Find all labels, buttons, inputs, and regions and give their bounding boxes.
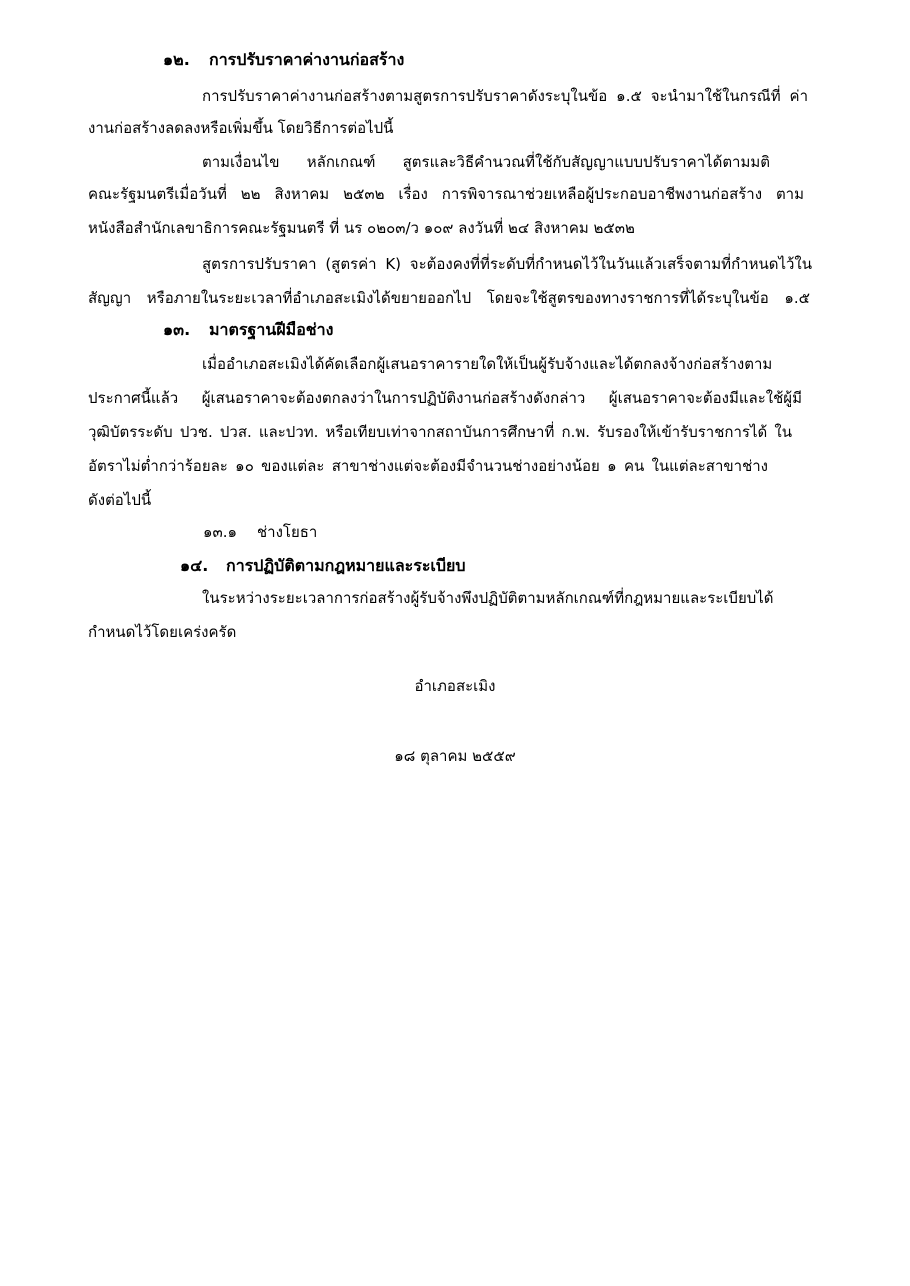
paragraph-line: งานก่อสร้างลดลงหรือเพิ่มขึ้น โดยวิธีการต่อไปนี้ — [88, 119, 394, 137]
signature-date: ๑๘ ตุลาคม ๒๕๕๙ — [394, 747, 516, 765]
paragraph-line: สูตรการปรับราคา (สูตรค่า K) จะต้องคงที่ที่ระดับที่กำหนดไว้ในวันแล้วเสร็จตามที่กำหนดไว้ใน — [202, 255, 812, 273]
section-12-number: ๑๒. — [163, 50, 190, 69]
section-12-title: การปรับราคาค่างานก่อสร้าง — [209, 50, 405, 69]
section-12-heading — [163, 50, 404, 70]
paragraph-line: วุฒิบัตรระดับ ปวช. ปวส. และปวท. หรือเทียบเท่าจากสถาบันการศึกษาที่ ก.พ. รับรองให้เข้ารับราชการได้ ใน — [88, 423, 792, 441]
sub-item-number: ๑๓.๑ — [203, 523, 238, 541]
signature-office: อำเภอสะเมิง — [414, 677, 496, 695]
paragraph-line: การปรับราคาค่างานก่อสร้างตามสูตรการปรับราคาดังระบุในข้อ ๑.๕ จะนำมาใช้ในกรณีที่ ค่า — [202, 87, 808, 105]
paragraph-line: เมื่ออำเภอสะเมิงได้คัดเลือกผู้เสนอราคารายใดให้เป็นผู้รับจ้างและได้ตกลงจ้างก่อสร้างตาม — [202, 355, 773, 373]
paragraph-line: กำหนดไว้โดยเคร่งครัด — [88, 623, 237, 641]
section-14-number: ๑๔. — [180, 556, 209, 575]
paragraph-line: ตามเงื่อนไข หลักเกณฑ์ สูตรและวิธีคำนวณที่ใช้กับสัญญาแบบปรับราคาได้ตามมติ — [202, 153, 770, 171]
section-14-heading — [180, 556, 466, 576]
paragraph-line: ดังต่อไปนี้ — [88, 491, 152, 509]
sub-item-13-1 — [203, 522, 317, 542]
section-14-title: การปฏิบัติตามกฎหมายและระเบียบ — [226, 556, 466, 575]
section-13-heading — [163, 320, 333, 340]
paragraph-line: ในระหว่างระยะเวลาการก่อสร้างผู้รับจ้างพึงปฏิบัติตามหลักเกณฑ์ที่กฎหมายและระเบียบได้ — [202, 589, 774, 607]
paragraph-line: อัตราไม่ต่ำกว่าร้อยละ ๑๐ ของแต่ละ สาขาช่างแต่จะต้องมีจำนวนช่างอย่างน้อย ๑ คน ในแต่ละสาขาช่าง — [88, 457, 768, 475]
section-13-title: มาตรฐานฝีมือช่าง — [209, 320, 334, 339]
paragraph-line: ประกาศนี้แล้ว ผู้เสนอราคาจะต้องตกลงว่าในการปฏิบัติงานก่อสร้างดังกล่าว ผู้เสนอราคาจะต้องมีและใช้ผู้มี — [88, 389, 802, 407]
sub-item-label: ช่างโยธา — [257, 523, 318, 541]
paragraph-line: สัญญา หรือภายในระยะเวลาที่อำเภอสะเมิงได้ขยายออกไป โดยจะใช้สูตรของทางราชการที่ได้ระบุในข้อ ๑.๕ — [88, 289, 810, 307]
paragraph-line: หนังสือสำนักเลขาธิการคณะรัฐมนตรี ที่ นร ๐๒๐๓/ว ๑๐๙ ลงวันที่ ๒๔ สิงหาคม ๒๕๓๒ — [88, 219, 635, 237]
section-13-number: ๑๓. — [163, 320, 191, 339]
paragraph-line: คณะรัฐมนตรีเมื่อวันที่ ๒๒ สิงหาคม ๒๕๓๒ เรื่อง การพิจารณาช่วยเหลือผู้ประกอบอาชีพงานก่อสร้าง ตาม — [88, 185, 804, 203]
